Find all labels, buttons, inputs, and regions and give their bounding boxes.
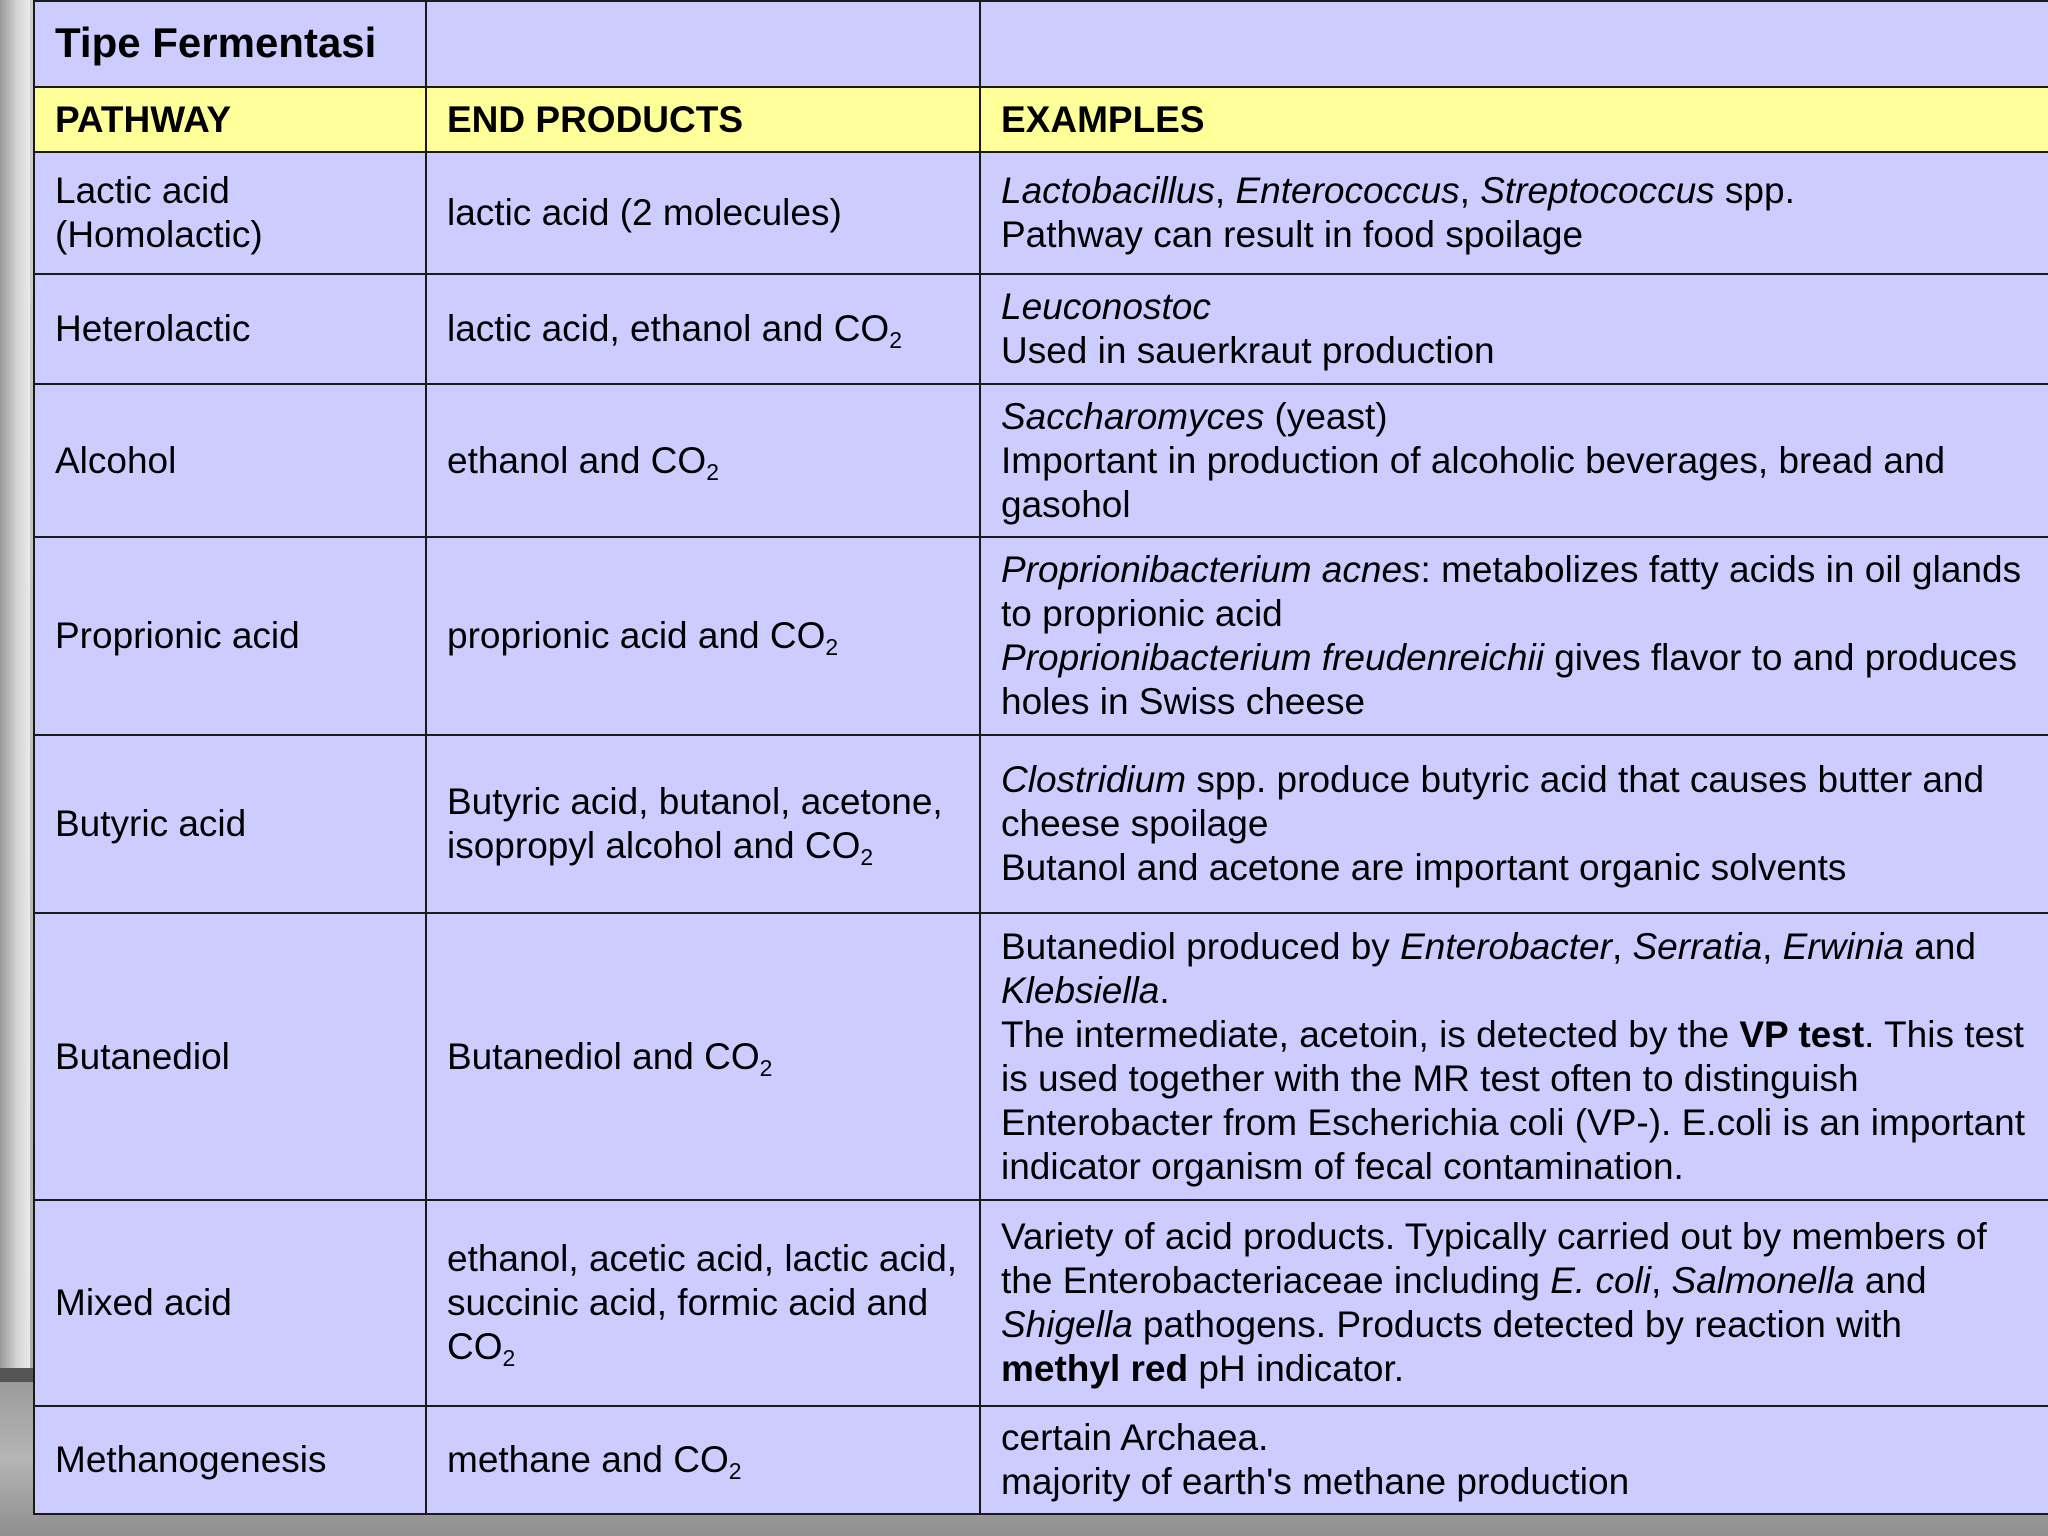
examples-text: . This test <box>1864 1013 2024 1055</box>
title-empty-cell <box>426 1 980 87</box>
examples-text: Variety of acid products. Typically carried out by members of <box>1001 1216 1987 1257</box>
pathway-cell <box>34 1200 426 1406</box>
end-products-cell-line <box>447 191 959 235</box>
end-products-text: proprionic acid and CO <box>447 615 826 656</box>
end-products-cell-line <box>447 1325 959 1369</box>
end-products-text: succinic acid, formic acid and <box>447 1282 929 1323</box>
examples-text: indicator organism of fecal contamination. <box>1001 1145 1684 1187</box>
title-empty-cell <box>980 1 2048 87</box>
end-products-cell-line <box>447 1438 959 1482</box>
examples-text: : metabolizes fatty acids in oil glands <box>1420 549 2022 590</box>
header-end-products: END PRODUCTS <box>426 87 980 152</box>
examples-text: , <box>1650 1260 1672 1301</box>
header-pathway: PATHWAY <box>34 87 426 152</box>
end-products-cell-line <box>447 307 959 351</box>
examples-cell-line <box>1001 1145 2028 1189</box>
subscript: 2 <box>502 1344 516 1371</box>
examples-text: Salmonella <box>1671 1260 1855 1301</box>
examples-cell-line <box>1001 1259 2028 1303</box>
table-row <box>34 537 2048 735</box>
subscript: 2 <box>825 633 839 660</box>
pathway-cell <box>34 384 426 537</box>
examples-cell-line <box>1001 1101 2028 1145</box>
examples-cell-line <box>1001 1013 2028 1057</box>
examples-cell <box>980 384 2048 537</box>
pathway-text: (Homolactic) <box>55 214 263 255</box>
pathway-text: Heterolactic <box>55 308 251 349</box>
examples-text: to proprionic acid <box>1001 593 1283 634</box>
end-products-text: lactic acid, ethanol and CO <box>447 308 890 349</box>
pathway-text: Butyric acid <box>55 803 247 844</box>
examples-cell-line <box>1001 329 2028 373</box>
title-cell <box>34 1 426 87</box>
examples-cell-line <box>1001 802 2028 846</box>
examples-cell-line <box>1001 1215 2028 1259</box>
table-row <box>34 913 2048 1200</box>
fermentation-table <box>33 0 2048 1515</box>
examples-text: , <box>1611 925 1633 967</box>
examples-text: methyl red <box>1001 1348 1189 1389</box>
pathway-cell <box>34 735 426 913</box>
examples-text: is used together with the MR test often to distinguish <box>1001 1057 1859 1099</box>
background-dark-bar <box>0 1368 36 1382</box>
examples-cell <box>980 1200 2048 1406</box>
pathway-cell <box>34 913 426 1200</box>
examples-cell <box>980 537 2048 735</box>
pathway-cell <box>34 274 426 384</box>
end-products-cell <box>426 274 980 384</box>
examples-text: certain Archaea. <box>1001 1417 1269 1458</box>
examples-cell-line <box>1001 1303 2028 1347</box>
examples-text: , <box>1762 925 1783 967</box>
examples-text: VP test <box>1739 1013 1865 1055</box>
examples-text: Lactobacillus <box>1001 170 1215 211</box>
examples-text: and <box>1903 925 1976 967</box>
end-products-text: ethanol, acetic acid, lactic acid, <box>447 1238 958 1279</box>
examples-cell-line <box>1001 213 2028 257</box>
end-products-text: Butyric acid, butanol, acetone, <box>447 781 943 822</box>
examples-text: Used in sauerkraut production <box>1001 330 1495 371</box>
end-products-cell-line <box>447 439 959 483</box>
examples-text: majority of earth's methane production <box>1001 1461 1630 1502</box>
examples-text: and <box>1854 1260 1927 1301</box>
pathway-cell <box>34 1406 426 1514</box>
end-products-cell-line <box>447 614 959 658</box>
examples-cell-line <box>1001 969 2028 1013</box>
pathway-text: Alcohol <box>55 439 177 481</box>
examples-cell-line <box>1001 169 2028 213</box>
examples-text: pathogens. Products detected by reaction with <box>1132 1304 1902 1345</box>
table-row <box>34 735 2048 913</box>
examples-cell <box>980 274 2048 384</box>
examples-text: Leuconostoc <box>1001 286 1211 327</box>
examples-cell <box>980 913 2048 1200</box>
end-products-cell <box>426 735 980 913</box>
table-row <box>34 1406 2048 1514</box>
end-products-text: methane and CO <box>447 1439 729 1480</box>
examples-text: Proprionibacterium freudenreichii <box>1001 637 1544 678</box>
table-row <box>34 274 2048 384</box>
examples-text: Saccharomyces <box>1001 395 1265 437</box>
end-products-text: CO <box>447 1326 503 1367</box>
end-products-text: Butanediol and CO <box>447 1035 760 1077</box>
examples-text: Streptococcus <box>1480 170 1715 211</box>
end-products-cell <box>426 152 980 274</box>
title-row <box>34 1 2048 87</box>
end-products-cell-line <box>447 780 959 824</box>
examples-text: E. coli <box>1550 1260 1651 1301</box>
subscript: 2 <box>889 326 902 353</box>
examples-text: Clostridium <box>1001 759 1187 800</box>
table-row <box>34 152 2048 274</box>
examples-cell-line <box>1001 680 2028 724</box>
examples-text: Klebsiella <box>1001 969 1160 1011</box>
examples-cell-line <box>1001 1347 2028 1391</box>
subscript: 2 <box>860 843 874 870</box>
background-left-strip <box>0 0 30 1536</box>
examples-text: Important in production of alcoholic beverages, bread and <box>1001 439 1946 481</box>
examples-text: spp. produce butyric acid that causes butter and <box>1186 759 1985 800</box>
examples-text: Enterobacter <box>1400 925 1612 967</box>
examples-text: Erwinia <box>1782 925 1904 967</box>
pathway-cell <box>34 537 426 735</box>
pathway-text: Butanediol <box>55 1035 230 1077</box>
examples-cell-line <box>1001 1057 2028 1101</box>
examples-cell-line <box>1001 1416 2028 1460</box>
table-row <box>34 384 2048 537</box>
examples-cell-line <box>1001 395 2028 439</box>
examples-cell-line <box>1001 592 2028 636</box>
pathway-text: Lactic acid <box>55 170 230 211</box>
examples-cell-line <box>1001 439 2028 483</box>
examples-text: (yeast) <box>1264 395 1388 437</box>
pathway-cell <box>34 152 426 274</box>
end-products-cell <box>426 537 980 735</box>
examples-text: Enterobacter from Escherichia coli (VP-). E.coli is an important <box>1001 1101 2026 1143</box>
end-products-text: isopropyl alcohol and CO <box>447 825 861 866</box>
examples-text: Serratia <box>1632 925 1763 967</box>
examples-text: cheese spoilage <box>1001 803 1269 844</box>
examples-cell <box>980 152 2048 274</box>
slide-title: Tipe Fermentasi <box>55 19 377 66</box>
examples-text: Butanediol produced by <box>1001 925 1401 967</box>
examples-text: The intermediate, acetoin, is detected by the <box>1001 1013 1740 1055</box>
header-examples: EXAMPLES <box>980 87 2048 152</box>
end-products-cell <box>426 1200 980 1406</box>
examples-text: Pathway can result in food spoilage <box>1001 214 1584 255</box>
table-row <box>34 1200 2048 1406</box>
examples-text: gives flavor to and produces <box>1543 637 2017 678</box>
examples-cell-line <box>1001 548 2028 592</box>
end-products-cell-line <box>447 1237 959 1281</box>
examples-text: Enterococcus <box>1235 170 1460 211</box>
end-products-cell-line <box>447 824 959 868</box>
examples-cell <box>980 1406 2048 1514</box>
pathway-text: Mixed acid <box>55 1282 232 1323</box>
examples-text: gasohol <box>1001 483 1131 525</box>
examples-cell-line <box>1001 846 2028 890</box>
end-products-text: lactic acid (2 molecules) <box>447 192 842 233</box>
examples-text: , <box>1459 170 1481 211</box>
subscript: 2 <box>706 458 719 485</box>
end-products-text: ethanol and CO <box>447 439 707 481</box>
end-products-cell-line <box>447 1035 959 1079</box>
end-products-cell-line <box>447 1281 959 1325</box>
pathway-text: Methanogenesis <box>55 1439 327 1480</box>
examples-cell-line <box>1001 925 2028 969</box>
examples-text: Butanol and acetone are important organic solvents <box>1001 847 1847 888</box>
examples-cell-line <box>1001 636 2028 680</box>
examples-text: spp. <box>1714 170 1795 211</box>
examples-text: Proprionibacterium acnes <box>1001 549 1421 590</box>
examples-cell-line <box>1001 483 2028 527</box>
subscript: 2 <box>759 1054 773 1081</box>
subscript: 2 <box>728 1457 742 1484</box>
examples-text: Shigella <box>1001 1304 1133 1345</box>
examples-text: pH indicator. <box>1188 1348 1405 1389</box>
header-row <box>34 87 2048 152</box>
examples-text: . <box>1159 969 1170 1011</box>
examples-cell-line <box>1001 285 2028 329</box>
examples-cell-line <box>1001 758 2028 802</box>
examples-cell-line <box>1001 1460 2028 1504</box>
examples-text: holes in Swiss cheese <box>1001 681 1366 722</box>
examples-text: the Enterobacteriaceae including <box>1001 1260 1551 1301</box>
pathway-text: Proprionic acid <box>55 615 300 656</box>
end-products-cell <box>426 1406 980 1514</box>
end-products-cell <box>426 384 980 537</box>
examples-text: , <box>1214 170 1236 211</box>
end-products-cell <box>426 913 980 1200</box>
examples-cell <box>980 735 2048 913</box>
